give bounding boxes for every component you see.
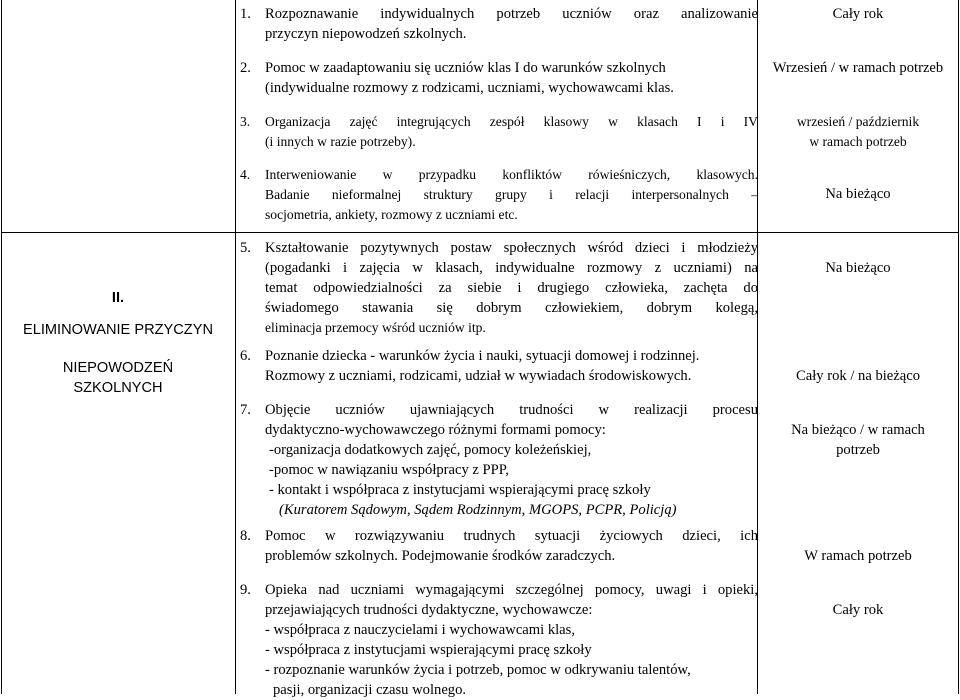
item-timing-line: potrzeb — [836, 442, 880, 458]
item-text-line: Badanie nieformalnej struktury grupy i relacji interpersonalnych – — [265, 187, 758, 202]
item-text-line: Interweniowanie w przypadku konfliktów rówieśniczych, klasowych. — [265, 167, 758, 182]
item-text-line: (Kuratorem Sądowym, Sądem Rodzinnym, MGOPS, PCPR, Policją) — [279, 502, 677, 518]
item-text-line: świadomego stawania się dobrym człowiekiem, dobrym kolegą, — [265, 300, 758, 316]
item-timing: W ramach potrzeb — [804, 548, 912, 564]
item-timing-line: Na bieżąco / w ramach — [791, 422, 925, 438]
item-timing-line: w ramach potrzeb — [809, 134, 907, 149]
item-text-line: przejawiających trudności dydaktyczne, wychowawcze: — [265, 602, 593, 618]
section-title-line-3: SZKOLNYCH — [73, 380, 163, 396]
item-text-line: - kontakt i współpraca z instytucjami wspierającymi pracę szkoły — [269, 482, 651, 498]
item-text-line: Organizacja zajęć integrujących zespół klasowy w klasach I i IV — [265, 114, 758, 129]
section-number: II. — [111, 290, 125, 306]
item-text-line: (i innych w razie potrzeby). — [265, 134, 416, 149]
item-text-line: pasji, organizacji czasu wolnego. — [273, 682, 467, 698]
item-text-line: Rozpoznawanie indywidualnych potrzeb uczniów oraz analizowanie — [265, 6, 758, 22]
item-text-line: (pogadanki i zajęcia w klasach, indywidualne rozmowy z uczniami) na — [265, 260, 758, 276]
item-text-line: - współpraca z nauczycielami i wychowawcami klas, — [265, 622, 575, 638]
item-timing: Cały rok / na bieżąco — [796, 368, 920, 384]
item-text-line: eliminacja przemocy wśród uczniów itp. — [265, 320, 486, 335]
item-text-line: Kształtowanie pozytywnych postaw społecznych wśród dzieci i młodzieży — [265, 240, 758, 256]
list-item — [240, 580, 758, 700]
item-text-line: Pomoc w zaadaptowaniu się uczniów klas I do warunków szkolnych — [265, 60, 666, 76]
item-number: 4. — [240, 167, 251, 182]
item-number: 3. — [240, 114, 251, 129]
item-text-line: problemów szkolnych. Podejmowanie środków zaradczych. — [265, 548, 616, 564]
item-number: 1. — [240, 6, 251, 22]
item-number: 6. — [240, 348, 251, 364]
list-item — [240, 4, 758, 44]
item-text-line: temat odpowiedzialności za siebie i drugiego człowieka, zachęta do — [265, 280, 758, 296]
item-text-line: socjometria, ankiety, rozmowy z uczniami etc. — [265, 207, 518, 222]
item-text-line: przyczyn niepowodzeń szkolnych. — [265, 26, 467, 42]
item-text-line: (indywidualne rozmowy z rodzicami, uczniami, wychowawcami klas. — [265, 80, 674, 96]
item-text-line: Pomoc w rozwiązywaniu trudnych sytuacji życiowych dzieci, ich — [265, 528, 758, 544]
item-number: 7. — [240, 402, 251, 418]
item-text-line: -organizacja dodatkowych zajęć, pomocy koleżeńskiej, — [269, 442, 592, 458]
item-timing: Na bieżąco — [825, 186, 891, 202]
item-number: 2. — [240, 60, 251, 76]
list-item — [240, 346, 758, 386]
item-timing-line: wrzesień / październik — [796, 114, 920, 129]
item-text-line: - rozpoznanie warunków życia i potrzeb, pomoc w odkrywaniu talentów, — [265, 662, 691, 678]
column-divider-section — [235, 0, 236, 694]
item-text-line: Opieka nad uczniami wymagającymi szczególnej pomocy, uwagi i opieki, — [265, 582, 758, 598]
list-item — [240, 165, 758, 225]
list-item — [240, 400, 758, 520]
item-text-line: -pomoc w nawiązaniu współpracy z PPP, — [269, 462, 509, 478]
list-item — [240, 526, 758, 566]
item-text-line: - współpraca z instytucjami wspierającymi pracę szkoły — [265, 642, 592, 658]
item-text-line: Poznanie dziecka - warunków życia i nauki, sytuacji domowej i rodzinnej. — [265, 348, 700, 364]
list-item — [240, 238, 758, 338]
item-timing — [758, 420, 958, 460]
item-timing: Cały rok — [832, 6, 884, 22]
item-timing — [758, 112, 958, 152]
item-timing: Na bieżąco — [825, 260, 891, 276]
item-number: 8. — [240, 528, 251, 544]
list-item — [240, 58, 758, 98]
section-heading — [3, 288, 233, 398]
list-item — [240, 112, 758, 152]
item-timing: Cały rok — [832, 602, 884, 618]
item-number: 5. — [240, 240, 251, 256]
row-divider-section — [1, 232, 958, 233]
item-text-line: dydaktyczno-wychowawczego różnymi formami pomocy: — [265, 422, 606, 438]
section-title-line-1: ELIMINOWANIE PRZYCZYN — [22, 322, 213, 338]
item-timing: Wrzesień / w ramach potrzeb — [772, 60, 944, 76]
item-text-line: Rozmowy z uczniami, rodzicami, udział w wywiadach środowiskowych. — [265, 368, 692, 384]
item-text-line: Objęcie uczniów ujawniających trudności w realizacji procesu — [265, 402, 758, 418]
item-number: 9. — [240, 582, 251, 598]
table-border-left — [1, 0, 2, 694]
section-title-line-2: NIEPOWODZEŃ — [62, 360, 174, 376]
table-border-right — [958, 0, 959, 694]
